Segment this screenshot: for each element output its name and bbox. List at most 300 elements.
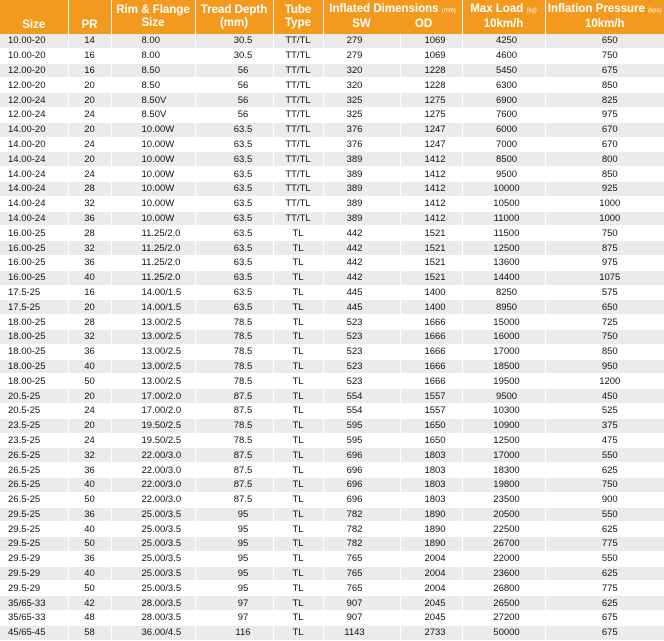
cell-pr: 32: [68, 241, 111, 256]
cell-max-load: 10900: [462, 418, 545, 433]
cell-size: 18.00-25: [0, 329, 68, 344]
cell-od: 1275: [400, 107, 462, 122]
cell-size: 29.5-25: [0, 537, 68, 552]
cell-od: 1228: [400, 78, 462, 93]
cell-size: 29.5-29: [0, 581, 68, 596]
cell-sw: 442: [323, 241, 400, 256]
cell-od: 1412: [400, 167, 462, 182]
table-row: [0, 211, 664, 226]
table-row: [0, 63, 664, 78]
cell-sw: 523: [323, 359, 400, 374]
cell-tread-depth: 87.5: [195, 403, 273, 418]
cell-size: 14.00-20: [0, 137, 68, 152]
cell-inflation-pressure: 850: [545, 167, 664, 182]
cell-max-load: 20500: [462, 507, 545, 522]
cell-inflation-pressure: 750: [545, 226, 664, 241]
cell-tread-depth: 95: [195, 522, 273, 537]
cell-tube-type: TL: [273, 255, 323, 270]
cell-size: 12.00-20: [0, 63, 68, 78]
table-row: [0, 107, 664, 122]
cell-tread-depth: 63.5: [195, 241, 273, 256]
cell-inflation-pressure: 675: [545, 63, 664, 78]
cell-tread-depth: 63.5: [195, 285, 273, 300]
cell-tread-depth: 30.5: [195, 48, 273, 63]
cell-pr: 50: [68, 492, 111, 507]
cell-pr: 36: [68, 344, 111, 359]
cell-pr: 20: [68, 152, 111, 167]
cell-od: 1803: [400, 477, 462, 492]
cell-rim-flange-size: 25.00/3.5: [111, 566, 195, 581]
cell-pr: 36: [68, 507, 111, 522]
cell-inflation-pressure: 975: [545, 255, 664, 270]
cell-tube-type: TL: [273, 537, 323, 552]
cell-pr: 16: [68, 63, 111, 78]
cell-sw: 765: [323, 566, 400, 581]
cell-od: 1521: [400, 226, 462, 241]
cell-pr: 50: [68, 374, 111, 389]
header-od: OD: [414, 18, 433, 30]
cell-tread-depth: 97: [195, 611, 273, 626]
cell-inflation-pressure: 750: [545, 48, 664, 63]
cell-rim-flange-size: 10.00W: [111, 167, 195, 182]
cell-rim-flange-size: 14.00/1.5: [111, 285, 195, 300]
cell-size: 16.00-25: [0, 270, 68, 285]
cell-inflation-pressure: 925: [545, 181, 664, 196]
cell-sw: 782: [323, 537, 400, 552]
cell-max-load: 26800: [462, 581, 545, 596]
cell-rim-flange-size: 10.00W: [111, 152, 195, 167]
cell-od: 1412: [400, 181, 462, 196]
table-row: [0, 537, 664, 552]
cell-tube-type: TL: [273, 507, 323, 522]
cell-inflation-pressure: 825: [545, 93, 664, 108]
cell-sw: 389: [323, 167, 400, 182]
cell-pr: 20: [68, 78, 111, 93]
cell-rim-flange-size: 10.00W: [111, 137, 195, 152]
cell-inflation-pressure: 650: [545, 34, 664, 48]
cell-rim-flange-size: 8.50: [111, 78, 195, 93]
cell-sw: 782: [323, 507, 400, 522]
table-row: [0, 418, 664, 433]
cell-tube-type: TL: [273, 329, 323, 344]
cell-sw: 442: [323, 270, 400, 285]
cell-sw: 696: [323, 448, 400, 463]
cell-tread-depth: 63.5: [195, 122, 273, 137]
table-row: [0, 93, 664, 108]
cell-od: 1521: [400, 241, 462, 256]
cell-max-load: 12500: [462, 241, 545, 256]
cell-rim-flange-size: 11.25/2.0: [111, 255, 195, 270]
cell-rim-flange-size: 17.00/2.0: [111, 389, 195, 404]
cell-inflation-pressure: 775: [545, 581, 664, 596]
cell-max-load: 15000: [462, 315, 545, 330]
cell-max-load: 18300: [462, 463, 545, 478]
cell-od: 1275: [400, 93, 462, 108]
cell-tread-depth: 63.5: [195, 226, 273, 241]
table-row: [0, 477, 664, 492]
cell-od: 1400: [400, 300, 462, 315]
cell-inflation-pressure: 975: [545, 107, 664, 122]
cell-od: 1557: [400, 389, 462, 404]
cell-od: 1650: [400, 433, 462, 448]
cell-max-load: 6900: [462, 93, 545, 108]
cell-size: 10.00-20: [0, 48, 68, 63]
cell-pr: 28: [68, 181, 111, 196]
cell-max-load: 7600: [462, 107, 545, 122]
cell-sw: 389: [323, 196, 400, 211]
cell-rim-flange-size: 8.50V: [111, 107, 195, 122]
cell-inflation-pressure: 675: [545, 611, 664, 626]
cell-tread-depth: 78.5: [195, 359, 273, 374]
cell-pr: 24: [68, 137, 111, 152]
cell-tube-type: TL: [273, 611, 323, 626]
cell-size: 23.5-25: [0, 418, 68, 433]
cell-sw: 554: [323, 403, 400, 418]
cell-sw: 445: [323, 285, 400, 300]
cell-max-load: 11500: [462, 226, 545, 241]
cell-sw: 782: [323, 522, 400, 537]
cell-inflation-pressure: 775: [545, 537, 664, 552]
cell-size: 20.5-25: [0, 389, 68, 404]
cell-size: 14.00-24: [0, 196, 68, 211]
cell-inflation-pressure: 850: [545, 344, 664, 359]
cell-size: 16.00-25: [0, 241, 68, 256]
cell-max-load: 12500: [462, 433, 545, 448]
cell-pr: 16: [68, 48, 111, 63]
cell-tube-type: TT/TL: [273, 78, 323, 93]
cell-sw: 523: [323, 344, 400, 359]
cell-od: 1890: [400, 507, 462, 522]
cell-sw: 696: [323, 477, 400, 492]
cell-inflation-pressure: 550: [545, 507, 664, 522]
cell-inflation-pressure: 450: [545, 389, 664, 404]
cell-size: 29.5-29: [0, 566, 68, 581]
cell-tread-depth: 78.5: [195, 418, 273, 433]
cell-max-load: 9500: [462, 167, 545, 182]
table-row: [0, 448, 664, 463]
cell-rim-flange-size: 8.50V: [111, 93, 195, 108]
table-row: [0, 403, 664, 418]
cell-max-load: 50000: [462, 625, 545, 640]
cell-pr: 20: [68, 389, 111, 404]
cell-od: 1803: [400, 492, 462, 507]
cell-rim-flange-size: 13.00/2.5: [111, 359, 195, 374]
cell-tread-depth: 56: [195, 78, 273, 93]
cell-rim-flange-size: 25.00/3.5: [111, 537, 195, 552]
cell-size: 14.00-24: [0, 167, 68, 182]
header-rim-flange-size: Rim & Flange Size: [111, 0, 195, 34]
cell-sw: 320: [323, 78, 400, 93]
cell-sw: 907: [323, 611, 400, 626]
cell-size: 18.00-25: [0, 344, 68, 359]
cell-max-load: 26500: [462, 596, 545, 611]
cell-sw: 279: [323, 34, 400, 48]
table-row: [0, 300, 664, 315]
header-inflation-pressure: Inflation Pressure (kpa) 10km/h: [545, 0, 664, 34]
cell-tread-depth: 63.5: [195, 300, 273, 315]
cell-tube-type: TL: [273, 300, 323, 315]
header-tube-type: Tube Type: [273, 0, 323, 34]
cell-inflation-pressure: 675: [545, 625, 664, 640]
cell-size: 29.5-25: [0, 522, 68, 537]
cell-pr: 14: [68, 34, 111, 48]
header-size: Size: [0, 0, 68, 34]
cell-od: 1666: [400, 315, 462, 330]
cell-sw: 389: [323, 181, 400, 196]
cell-inflation-pressure: 670: [545, 137, 664, 152]
cell-tube-type: TT/TL: [273, 196, 323, 211]
table-row: [0, 285, 664, 300]
table-row: [0, 48, 664, 63]
cell-tube-type: TL: [273, 477, 323, 492]
cell-rim-flange-size: 22.00/3.0: [111, 477, 195, 492]
cell-sw: 696: [323, 492, 400, 507]
cell-max-load: 14400: [462, 270, 545, 285]
cell-sw: 696: [323, 463, 400, 478]
table-row: [0, 137, 664, 152]
cell-max-load: 26700: [462, 537, 545, 552]
cell-inflation-pressure: 670: [545, 122, 664, 137]
cell-max-load: 4600: [462, 48, 545, 63]
cell-rim-flange-size: 19.50/2.5: [111, 433, 195, 448]
cell-size: 18.00-25: [0, 315, 68, 330]
table-row: [0, 389, 664, 404]
cell-rim-flange-size: 13.00/2.5: [111, 374, 195, 389]
cell-tread-depth: 63.5: [195, 181, 273, 196]
cell-size: 23.5-25: [0, 433, 68, 448]
cell-tube-type: TL: [273, 551, 323, 566]
cell-tread-depth: 63.5: [195, 255, 273, 270]
cell-max-load: 22000: [462, 551, 545, 566]
cell-tube-type: TT/TL: [273, 167, 323, 182]
cell-tread-depth: 30.5: [195, 34, 273, 48]
cell-inflation-pressure: 750: [545, 329, 664, 344]
cell-inflation-pressure: 800: [545, 152, 664, 167]
cell-sw: 907: [323, 596, 400, 611]
cell-rim-flange-size: 25.00/3.5: [111, 551, 195, 566]
cell-tube-type: TL: [273, 315, 323, 330]
cell-inflation-pressure: 850: [545, 78, 664, 93]
cell-pr: 20: [68, 300, 111, 315]
cell-max-load: 10000: [462, 181, 545, 196]
table-row: [0, 611, 664, 626]
cell-pr: 40: [68, 522, 111, 537]
table-row: [0, 181, 664, 196]
cell-rim-flange-size: 19.50/2.5: [111, 418, 195, 433]
cell-tube-type: TL: [273, 625, 323, 640]
cell-tube-type: TT/TL: [273, 211, 323, 226]
cell-tread-depth: 78.5: [195, 433, 273, 448]
cell-tube-type: TT/TL: [273, 48, 323, 63]
cell-size: 35/65-33: [0, 596, 68, 611]
cell-sw: 765: [323, 551, 400, 566]
table-row: [0, 34, 664, 48]
cell-pr: 40: [68, 566, 111, 581]
table-header: [0, 0, 664, 34]
cell-tread-depth: 78.5: [195, 315, 273, 330]
table-row: [0, 596, 664, 611]
cell-tread-depth: 63.5: [195, 211, 273, 226]
cell-tread-depth: 95: [195, 581, 273, 596]
table-row: [0, 226, 664, 241]
cell-rim-flange-size: 25.00/3.5: [111, 522, 195, 537]
cell-inflation-pressure: 1075: [545, 270, 664, 285]
cell-max-load: 13600: [462, 255, 545, 270]
cell-rim-flange-size: 25.00/3.5: [111, 507, 195, 522]
cell-rim-flange-size: 8.00: [111, 48, 195, 63]
cell-tread-depth: 87.5: [195, 463, 273, 478]
header-pr: PR: [68, 0, 111, 34]
cell-size: 18.00-25: [0, 374, 68, 389]
cell-pr: 28: [68, 226, 111, 241]
cell-od: 1666: [400, 329, 462, 344]
cell-inflation-pressure: 625: [545, 522, 664, 537]
cell-od: 1228: [400, 63, 462, 78]
cell-tube-type: TL: [273, 448, 323, 463]
cell-size: 18.00-25: [0, 359, 68, 374]
cell-od: 1650: [400, 418, 462, 433]
cell-tube-type: TL: [273, 344, 323, 359]
cell-max-load: 7000: [462, 137, 545, 152]
cell-pr: 36: [68, 255, 111, 270]
cell-sw: 389: [323, 152, 400, 167]
cell-pr: 58: [68, 625, 111, 640]
cell-inflation-pressure: 900: [545, 492, 664, 507]
table-row: [0, 359, 664, 374]
cell-tread-depth: 56: [195, 93, 273, 108]
cell-sw: 523: [323, 329, 400, 344]
cell-pr: 24: [68, 403, 111, 418]
cell-size: 14.00-20: [0, 122, 68, 137]
cell-rim-flange-size: 28.00/3.5: [111, 596, 195, 611]
cell-rim-flange-size: 10.00W: [111, 211, 195, 226]
table-row: [0, 625, 664, 640]
cell-rim-flange-size: 22.00/3.0: [111, 448, 195, 463]
cell-inflation-pressure: 1000: [545, 211, 664, 226]
cell-tread-depth: 78.5: [195, 344, 273, 359]
cell-tread-depth: 95: [195, 507, 273, 522]
cell-sw: 320: [323, 63, 400, 78]
cell-tube-type: TT/TL: [273, 63, 323, 78]
cell-max-load: 23500: [462, 492, 545, 507]
cell-inflation-pressure: 525: [545, 403, 664, 418]
header-max-load: Max Load (kg) 10km/h: [462, 0, 545, 34]
cell-pr: 50: [68, 581, 111, 596]
cell-od: 1247: [400, 137, 462, 152]
cell-pr: 24: [68, 107, 111, 122]
header-inflated-dimensions: Inflated Dimensions (mm) SW OD: [323, 0, 462, 34]
cell-od: 1069: [400, 48, 462, 63]
cell-sw: 325: [323, 107, 400, 122]
cell-max-load: 6000: [462, 122, 545, 137]
cell-max-load: 4250: [462, 34, 545, 48]
cell-pr: 24: [68, 433, 111, 448]
cell-tube-type: TL: [273, 374, 323, 389]
cell-inflation-pressure: 875: [545, 241, 664, 256]
cell-sw: 445: [323, 300, 400, 315]
cell-od: 2004: [400, 551, 462, 566]
cell-od: 1412: [400, 196, 462, 211]
table-row: [0, 315, 664, 330]
cell-max-load: 11000: [462, 211, 545, 226]
cell-tread-depth: 95: [195, 551, 273, 566]
cell-pr: 40: [68, 270, 111, 285]
cell-inflation-pressure: 625: [545, 463, 664, 478]
cell-tube-type: TL: [273, 403, 323, 418]
cell-sw: 442: [323, 226, 400, 241]
table-row: [0, 78, 664, 93]
cell-pr: 36: [68, 551, 111, 566]
cell-tread-depth: 63.5: [195, 137, 273, 152]
cell-inflation-pressure: 375: [545, 418, 664, 433]
cell-od: 1666: [400, 359, 462, 374]
table-row: [0, 507, 664, 522]
table-row: [0, 122, 664, 137]
cell-size: 17.5-25: [0, 300, 68, 315]
cell-size: 12.00-20: [0, 78, 68, 93]
cell-inflation-pressure: 550: [545, 551, 664, 566]
cell-od: 1557: [400, 403, 462, 418]
cell-od: 1666: [400, 344, 462, 359]
cell-size: 14.00-24: [0, 181, 68, 196]
cell-od: 1412: [400, 152, 462, 167]
cell-inflation-pressure: 650: [545, 300, 664, 315]
cell-od: 2045: [400, 596, 462, 611]
cell-od: 1890: [400, 537, 462, 552]
cell-tube-type: TT/TL: [273, 137, 323, 152]
cell-sw: 442: [323, 255, 400, 270]
cell-max-load: 27200: [462, 611, 545, 626]
cell-tread-depth: 78.5: [195, 374, 273, 389]
header-tread-depth: Tread Depth (mm): [195, 0, 273, 34]
cell-inflation-pressure: 1000: [545, 196, 664, 211]
cell-rim-flange-size: 10.00W: [111, 196, 195, 211]
cell-tread-depth: 95: [195, 537, 273, 552]
table-row: [0, 152, 664, 167]
cell-tread-depth: 87.5: [195, 477, 273, 492]
cell-od: 1803: [400, 463, 462, 478]
cell-sw: 1143: [323, 625, 400, 640]
cell-tube-type: TL: [273, 270, 323, 285]
cell-tube-type: TT/TL: [273, 181, 323, 196]
table-row: [0, 167, 664, 182]
cell-max-load: 10500: [462, 196, 545, 211]
cell-tube-type: TL: [273, 389, 323, 404]
table-row: [0, 492, 664, 507]
cell-max-load: 6300: [462, 78, 545, 93]
cell-rim-flange-size: 10.00W: [111, 122, 195, 137]
cell-sw: 765: [323, 581, 400, 596]
header-sw: SW: [352, 18, 371, 30]
cell-tube-type: TL: [273, 359, 323, 374]
cell-tube-type: TL: [273, 581, 323, 596]
cell-tube-type: TT/TL: [273, 34, 323, 48]
cell-rim-flange-size: 8.50: [111, 63, 195, 78]
cell-tread-depth: 116: [195, 625, 273, 640]
cell-size: 14.00-24: [0, 152, 68, 167]
table-row: [0, 329, 664, 344]
cell-rim-flange-size: 22.00/3.0: [111, 492, 195, 507]
cell-rim-flange-size: 13.00/2.5: [111, 344, 195, 359]
cell-tube-type: TT/TL: [273, 122, 323, 137]
table-row: [0, 581, 664, 596]
cell-od: 1069: [400, 34, 462, 48]
cell-tread-depth: 87.5: [195, 389, 273, 404]
cell-size: 16.00-25: [0, 255, 68, 270]
cell-inflation-pressure: 750: [545, 477, 664, 492]
cell-tube-type: TL: [273, 418, 323, 433]
cell-tube-type: TT/TL: [273, 152, 323, 167]
